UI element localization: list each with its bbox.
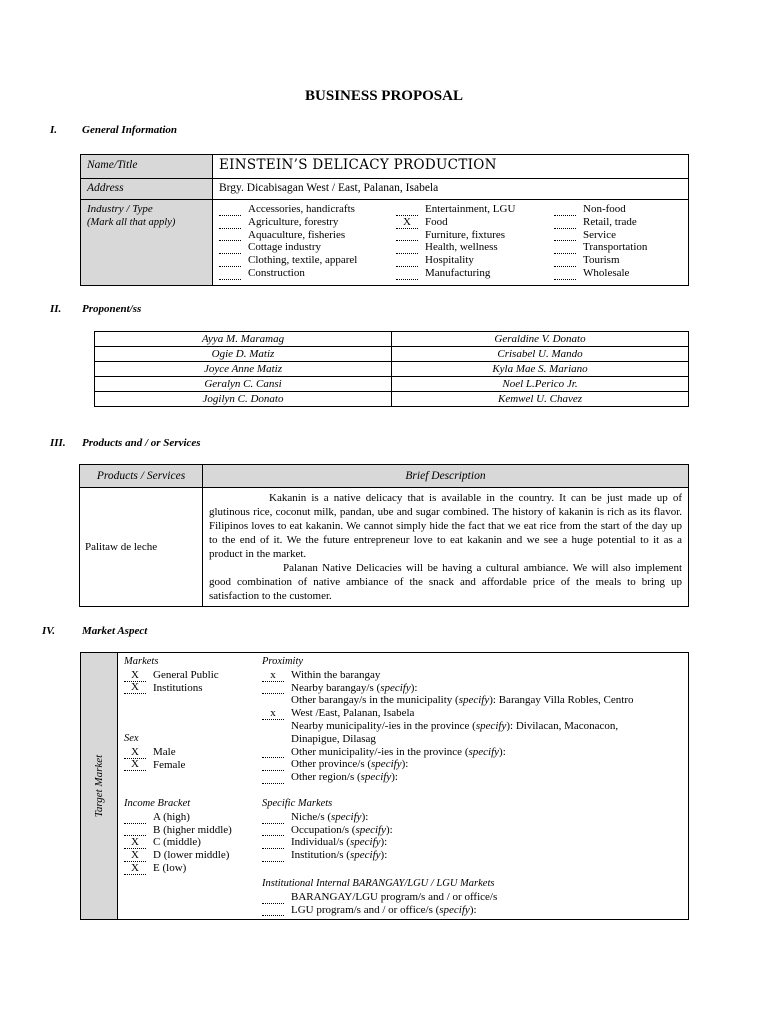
income-option[interactable] (124, 862, 264, 875)
industry-option[interactable] (219, 203, 357, 216)
option-label: E (low) (153, 861, 187, 874)
address-value: Brgy. Dicabisagan West / East, Palanan, Isabela (213, 179, 689, 200)
checkbox[interactable] (124, 812, 146, 824)
proponent-name: Joyce Anne Matiz (95, 362, 392, 377)
option-label: Furniture, fixtures (425, 228, 506, 241)
proximity-option[interactable] (262, 669, 682, 682)
option-label: Aquaculture, fisheries (248, 228, 346, 241)
proponent-name: Crisabel U. Mando (392, 347, 689, 362)
income-option[interactable] (124, 836, 264, 849)
checkbox[interactable] (262, 759, 284, 771)
option-label: Other region/s ( (291, 771, 361, 784)
section-title-products: Products and / or Services (82, 437, 201, 449)
market-aspect-box (80, 652, 689, 920)
institutional-option[interactable] (262, 891, 682, 904)
institutional-markets-group (262, 878, 682, 916)
option-label: C (middle) (153, 836, 201, 849)
proximity-option[interactable] (262, 758, 682, 771)
option-label: Hospitality (425, 254, 474, 267)
checkbox[interactable] (262, 892, 284, 904)
address-label: Address (87, 182, 124, 194)
checkbox[interactable]: X (124, 682, 146, 694)
checkbox[interactable]: x (262, 670, 284, 682)
checkbox[interactable] (554, 204, 576, 216)
option-label: Other municipality/-ies in the province ( (291, 745, 469, 758)
option-label: Niche/s ( (291, 810, 332, 823)
checkbox[interactable] (219, 255, 241, 267)
description-column-header (203, 465, 689, 488)
checkbox[interactable]: X (124, 850, 146, 862)
sex-title: Sex (124, 733, 139, 744)
specify-hint: specify (349, 849, 381, 862)
specify-hint: specify (458, 694, 490, 707)
checkbox[interactable] (396, 204, 418, 216)
option-label: Non-food (583, 203, 626, 215)
option-label: Retail, trade (583, 215, 637, 228)
income-option[interactable] (124, 849, 264, 862)
proponent-name: Jogilyn C. Donato (95, 392, 392, 407)
proximity-option-continued (262, 733, 682, 746)
market-option[interactable] (124, 669, 264, 682)
checkbox[interactable] (262, 904, 284, 916)
checkbox[interactable] (262, 824, 284, 836)
specify-hint: specify (380, 681, 411, 694)
proponent-name: Ogie D. Matiz (95, 347, 392, 362)
option-tail: ): (401, 758, 409, 771)
section-title-general: General Information (82, 124, 178, 136)
checkbox[interactable] (396, 255, 418, 267)
industry-option[interactable] (554, 254, 647, 267)
option-label: Transportation (583, 241, 648, 254)
address-label-cell (81, 179, 213, 200)
option-label: Female (153, 758, 186, 771)
checkbox[interactable]: X (396, 217, 418, 229)
option-tail: ): (469, 903, 477, 916)
section-number-products: III. (50, 437, 66, 449)
specify-hint: specify (439, 903, 470, 916)
industry-option[interactable] (396, 216, 515, 229)
option-tail: ): (391, 771, 398, 784)
checkbox[interactable] (554, 242, 576, 254)
industry-option[interactable] (219, 241, 357, 254)
industry-option[interactable] (554, 267, 647, 280)
description-paragraph-2: Palanan Native Delicacies will be having a cultural ambiance. We will also implement good combination of native ambiance of the snack and affordable price of the meals to bring up satisfaction to the customer. (209, 562, 682, 602)
section-number-market: IV. (42, 625, 55, 637)
checkbox[interactable] (262, 682, 284, 694)
proximity-option[interactable] (262, 720, 682, 733)
checkbox[interactable] (219, 242, 241, 254)
section-number-proponents: II. (50, 303, 62, 315)
checkbox[interactable] (554, 268, 576, 280)
industry-sublabel: (Mark all that apply) (87, 217, 176, 228)
industry-option[interactable] (396, 267, 515, 280)
sex-option[interactable] (124, 759, 264, 772)
table-row (95, 362, 689, 377)
option-label: Other province/s ( (291, 758, 372, 771)
checkbox[interactable] (219, 229, 241, 241)
checkbox[interactable] (554, 255, 576, 267)
description-paragraph-1: Kakanin is a native delicacy that is available in the country. It can be just made up of glutinous rice, coconut milk, pandan, ube and sugar combined. The history of kakanin is rich as its flavor. Filipinos loves to eat kakanin. We cannot simply hide the fact that we eat rice from the start of the day up to the end of it. We the future entrepreneur love to eat kakanin and we see a huge potential to it as a product in the market. (209, 492, 682, 560)
option-label: Dinapigue, Dilasag (291, 732, 376, 745)
checkbox[interactable]: X (124, 747, 146, 759)
proximity-option[interactable] (262, 694, 682, 707)
industry-option[interactable] (396, 229, 515, 242)
checkbox[interactable] (262, 772, 284, 784)
proponent-name: Geralyn C. Cansi (95, 377, 392, 392)
option-label: Manufacturing (425, 266, 491, 279)
sex-option[interactable] (124, 746, 264, 759)
option-label: Agriculture, forestry (248, 215, 339, 228)
option-label: Service (583, 228, 616, 241)
option-tail: ): Divilacan, Maconacon, (506, 719, 619, 732)
option-label: D (lower middle) (153, 849, 230, 862)
specific-option[interactable] (262, 836, 682, 849)
products-header-label: Products / Services (96, 470, 186, 482)
proximity-option[interactable] (262, 771, 682, 784)
checkbox[interactable] (262, 837, 284, 849)
industry-options (213, 200, 689, 286)
specific-markets-group (262, 798, 682, 862)
option-label: Nearby barangay/s ( (291, 681, 381, 694)
option-label: BARANGAY/LGU program/s and / or office/s (291, 890, 498, 903)
option-tail: ): (499, 745, 506, 758)
proximity-option[interactable] (262, 682, 682, 695)
option-label: Institution/s ( (291, 849, 350, 862)
industry-option[interactable] (219, 216, 357, 229)
checkbox[interactable] (262, 812, 284, 824)
proponents-table (94, 331, 689, 407)
industry-column-1 (219, 203, 357, 280)
checkbox[interactable]: x (262, 708, 284, 720)
checkbox[interactable] (554, 217, 576, 229)
specify-hint: specify (371, 758, 402, 771)
specify-hint: specify (475, 719, 507, 732)
section-number-general: I. (50, 124, 58, 136)
checkbox[interactable]: X (124, 670, 146, 682)
option-label: Occupation/s ( (291, 823, 356, 836)
proponent-name: Kyla Mae S. Mariano (392, 362, 689, 377)
name-label: Name/Title (87, 159, 138, 171)
checkbox[interactable] (124, 824, 146, 836)
proponent-name: Ayya M. Maramag (95, 332, 392, 347)
sex-group (124, 733, 264, 771)
option-tail: ): Barangay Villa Robles, Centro (489, 694, 634, 707)
option-label: Food (425, 215, 448, 228)
checkbox[interactable] (262, 746, 284, 758)
table-row (95, 347, 689, 362)
option-tail: ): (361, 810, 369, 823)
option-label: Health, wellness (425, 241, 498, 254)
industry-option[interactable] (554, 229, 647, 242)
specify-hint: specify (349, 836, 381, 849)
proponent-name: Kemwel U. Chavez (392, 392, 689, 407)
industry-option[interactable] (219, 229, 357, 242)
option-label: Wholesale (583, 266, 630, 279)
proponent-name: Geraldine V. Donato (392, 332, 689, 347)
industry-option[interactable] (554, 216, 647, 229)
specific-option[interactable] (262, 849, 682, 862)
industry-option[interactable] (554, 203, 647, 216)
products-table (79, 464, 689, 607)
target-market-sidebar (81, 653, 118, 919)
description-header-label: Brief Description (405, 470, 486, 482)
institutional-markets-title: Institutional Internal BARANGAY/LGU / LGU Markets (262, 878, 495, 889)
specify-hint: specify (360, 771, 392, 784)
industry-option[interactable] (554, 241, 647, 254)
option-label: A (high) (153, 810, 190, 823)
proximity-option[interactable] (262, 746, 682, 759)
option-tail: ): (410, 681, 418, 694)
checkbox[interactable] (396, 268, 418, 280)
table-row (95, 332, 689, 347)
specific-markets-title: Specific Markets (262, 798, 333, 809)
option-tail: ): (386, 823, 393, 836)
markets-title: Markets (124, 656, 159, 667)
general-info-table (80, 154, 689, 286)
checkbox[interactable] (262, 850, 284, 862)
option-label: Cottage industry (248, 241, 322, 254)
income-group (124, 798, 264, 875)
specific-option[interactable] (262, 811, 682, 824)
table-row (95, 377, 689, 392)
market-option[interactable] (124, 682, 264, 695)
checkbox[interactable] (219, 217, 241, 229)
option-label: Institutions (153, 681, 203, 694)
industry-column-3 (554, 203, 647, 280)
products-column-header (80, 465, 203, 488)
option-label: Other barangay/s in the municipality ( (291, 694, 459, 707)
industry-option[interactable] (219, 254, 357, 267)
option-label: General Public (153, 668, 219, 681)
specify-hint: specify (355, 823, 386, 836)
institutional-option[interactable] (262, 904, 682, 917)
industry-label-cell (81, 200, 213, 286)
industry-option[interactable] (396, 203, 515, 216)
industry-column-2 (396, 203, 515, 280)
checkbox[interactable]: X (124, 759, 146, 771)
option-label: LGU program/s and / or office/s ( (291, 903, 440, 916)
industry-option[interactable] (396, 254, 515, 267)
checkbox[interactable] (396, 242, 418, 254)
option-label: Clothing, textile, apparel (248, 254, 358, 267)
option-label: Within the barangay (291, 668, 381, 681)
document-title: BUSINESS PROPOSAL (305, 88, 463, 104)
option-label: Construction (248, 266, 305, 279)
proximity-title: Proximity (262, 656, 304, 667)
checkbox[interactable] (396, 229, 418, 241)
checkbox[interactable] (219, 268, 241, 280)
product-description (203, 488, 689, 607)
industry-option[interactable] (219, 267, 357, 280)
markets-group (124, 656, 264, 694)
proximity-option[interactable] (262, 707, 682, 720)
option-label: Tourism (583, 254, 620, 267)
proximity-group (262, 656, 682, 784)
proponent-name: Noel L.Perico Jr. (392, 377, 689, 392)
option-label: Entertainment, LGU (425, 203, 516, 215)
section-title-market: Market Aspect (82, 625, 148, 637)
option-tail: ): (380, 849, 388, 862)
specify-hint: specify (331, 810, 362, 823)
section-title-proponents: Proponent/ss (82, 303, 142, 315)
specific-option[interactable] (262, 824, 682, 837)
product-name: Palitaw de leche (80, 488, 203, 607)
table-row (95, 392, 689, 407)
option-label: Nearby municipality/-ies in the province ( (291, 719, 476, 732)
option-label: Male (153, 745, 176, 758)
checkbox[interactable]: X (124, 863, 146, 875)
target-market-label: Target Market (93, 754, 105, 818)
industry-option[interactable] (396, 241, 515, 254)
option-label: B (higher middle) (153, 823, 232, 836)
option-tail: ): (380, 836, 388, 849)
name-label-cell (81, 155, 213, 179)
option-label: Accessories, handicrafts (248, 203, 355, 215)
checkbox[interactable]: X (124, 837, 146, 849)
option-label: West /East, Palanan, Isabela (291, 707, 415, 720)
checkbox[interactable] (554, 229, 576, 241)
income-title: Income Bracket (124, 798, 191, 809)
name-value: EINSTEIN’S DELICACY PRODUCTION (213, 155, 689, 179)
income-option[interactable] (124, 824, 264, 837)
income-option[interactable] (124, 811, 264, 824)
option-label: Individual/s ( (291, 836, 350, 849)
checkbox[interactable] (219, 204, 241, 216)
industry-label: Industry / Type (87, 203, 153, 215)
specify-hint: specify (468, 745, 500, 758)
